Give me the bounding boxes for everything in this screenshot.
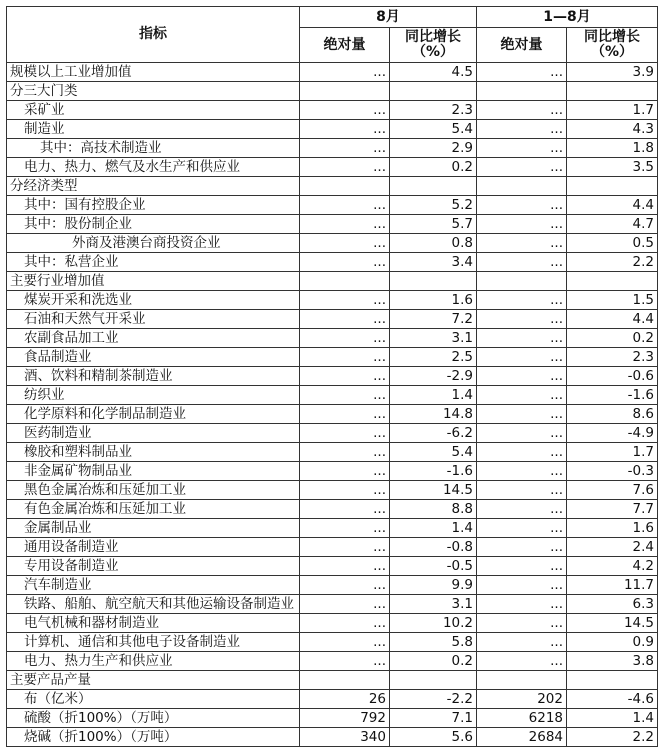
jan-aug-absolute-cell: ... xyxy=(477,196,567,215)
august-absolute-cell: ... xyxy=(300,652,390,671)
jan-aug-absolute-cell: ... xyxy=(477,614,567,633)
indicator-cell: 食品制造业 xyxy=(7,348,300,367)
jan-aug-absolute-cell: ... xyxy=(477,538,567,557)
august-yoy-cell: 1.4 xyxy=(390,519,477,538)
august-absolute-cell: ... xyxy=(300,576,390,595)
august-yoy-cell: 3.1 xyxy=(390,595,477,614)
jan-aug-absolute-cell: ... xyxy=(477,424,567,443)
august-yoy-cell: 14.8 xyxy=(390,405,477,424)
jan-aug-yoy-cell: 0.5 xyxy=(567,234,658,253)
august-yoy-cell: 3.4 xyxy=(390,253,477,272)
indicator-cell: 分三大门类 xyxy=(7,82,300,101)
jan-aug-yoy-cell: 2.3 xyxy=(567,348,658,367)
august-yoy-cell xyxy=(390,671,477,690)
august-yoy-cell: -2.2 xyxy=(390,690,477,709)
table-row xyxy=(7,234,658,253)
indicator-cell: 计算机、通信和其他电子设备制造业 xyxy=(7,633,300,652)
august-absolute-cell: ... xyxy=(300,614,390,633)
indicator-cell: 农副食品加工业 xyxy=(7,329,300,348)
august-absolute-cell: ... xyxy=(300,253,390,272)
table-row xyxy=(7,709,658,728)
jan-aug-yoy-cell: 4.2 xyxy=(567,557,658,576)
jan-aug-absolute-cell: ... xyxy=(477,348,567,367)
table-row xyxy=(7,671,658,690)
indicator-cell: 橡胶和塑料制品业 xyxy=(7,443,300,462)
jan-aug-yoy-cell: 1.8 xyxy=(567,139,658,158)
august-absolute-cell: ... xyxy=(300,519,390,538)
table-row xyxy=(7,614,658,633)
august-yoy-header: 同比增长（%） xyxy=(390,28,477,63)
jan-aug-yoy-cell: 7.6 xyxy=(567,481,658,500)
august-absolute-cell xyxy=(300,177,390,196)
jan-aug-absolute-cell: ... xyxy=(477,633,567,652)
august-yoy-cell: -6.2 xyxy=(390,424,477,443)
august-absolute-cell: ... xyxy=(300,367,390,386)
table-row xyxy=(7,101,658,120)
jan-aug-yoy-cell xyxy=(567,272,658,291)
jan-aug-yoy-cell: 2.2 xyxy=(567,728,658,747)
table-row xyxy=(7,272,658,291)
august-absolute-cell: ... xyxy=(300,196,390,215)
table-row xyxy=(7,557,658,576)
august-absolute-cell: ... xyxy=(300,215,390,234)
jan-aug-yoy-cell: 0.2 xyxy=(567,329,658,348)
august-absolute-cell: ... xyxy=(300,595,390,614)
august-header: 8月 xyxy=(300,7,477,28)
august-absolute-cell: ... xyxy=(300,329,390,348)
jan-aug-absolute-cell: ... xyxy=(477,215,567,234)
august-absolute-cell: ... xyxy=(300,310,390,329)
jan-aug-yoy-cell: 6.3 xyxy=(567,595,658,614)
table-row xyxy=(7,120,658,139)
august-yoy-cell: -2.9 xyxy=(390,367,477,386)
indicator-cell: 有色金属冶炼和压延加工业 xyxy=(7,500,300,519)
jan-aug-absolute-cell: ... xyxy=(477,63,567,82)
table-row xyxy=(7,633,658,652)
jan-aug-yoy-cell: 1.4 xyxy=(567,709,658,728)
jan-aug-yoy-cell: 1.5 xyxy=(567,291,658,310)
jan-aug-absolute-header: 绝对量 xyxy=(477,28,567,63)
indicator-cell: 分经济类型 xyxy=(7,177,300,196)
jan-aug-absolute-cell: ... xyxy=(477,367,567,386)
august-absolute-cell: ... xyxy=(300,63,390,82)
jan-aug-yoy-cell: 1.7 xyxy=(567,443,658,462)
indicator-cell: 铁路、船舶、航空航天和其他运输设备制造业 xyxy=(7,595,300,614)
jan-aug-yoy-cell: 8.6 xyxy=(567,405,658,424)
indicator-header: 指标 xyxy=(7,7,300,63)
jan-aug-yoy-cell: 11.7 xyxy=(567,576,658,595)
indicator-cell: 烧碱（折100%）（万吨） xyxy=(7,728,300,747)
indicator-cell: 主要产品产量 xyxy=(7,671,300,690)
table-row xyxy=(7,519,658,538)
august-absolute-cell: ... xyxy=(300,291,390,310)
table-row xyxy=(7,310,658,329)
jan-aug-header: 1—8月 xyxy=(477,7,658,28)
august-yoy-cell: 2.9 xyxy=(390,139,477,158)
august-absolute-cell xyxy=(300,272,390,291)
august-absolute-cell: 340 xyxy=(300,728,390,747)
august-yoy-cell: 5.7 xyxy=(390,215,477,234)
jan-aug-absolute-cell: ... xyxy=(477,291,567,310)
august-yoy-cell: -0.8 xyxy=(390,538,477,557)
indicator-cell: 其中：股份制企业 xyxy=(7,215,300,234)
jan-aug-absolute-cell: ... xyxy=(477,101,567,120)
indicator-cell: 汽车制造业 xyxy=(7,576,300,595)
indicator-cell: 电气机械和器材制造业 xyxy=(7,614,300,633)
jan-aug-yoy-cell: -1.6 xyxy=(567,386,658,405)
jan-aug-yoy-cell: -0.3 xyxy=(567,462,658,481)
indicator-cell: 黑色金属冶炼和压延加工业 xyxy=(7,481,300,500)
table-row xyxy=(7,291,658,310)
table-row xyxy=(7,576,658,595)
august-yoy-cell: 5.4 xyxy=(390,120,477,139)
august-yoy-cell: -1.6 xyxy=(390,462,477,481)
indicator-cell: 电力、热力、燃气及水生产和供应业 xyxy=(7,158,300,177)
jan-aug-yoy-cell xyxy=(567,671,658,690)
august-yoy-cell: 5.6 xyxy=(390,728,477,747)
august-yoy-cell: 5.8 xyxy=(390,633,477,652)
august-absolute-cell: ... xyxy=(300,348,390,367)
table-row xyxy=(7,500,658,519)
jan-aug-yoy-cell: 7.7 xyxy=(567,500,658,519)
indicator-cell: 纺织业 xyxy=(7,386,300,405)
jan-aug-absolute-cell: ... xyxy=(477,481,567,500)
august-absolute-cell: ... xyxy=(300,405,390,424)
jan-aug-yoy-cell: 4.3 xyxy=(567,120,658,139)
august-absolute-cell: ... xyxy=(300,234,390,253)
jan-aug-yoy-cell: 0.9 xyxy=(567,633,658,652)
table-row xyxy=(7,386,658,405)
august-absolute-cell xyxy=(300,671,390,690)
august-yoy-cell: 4.5 xyxy=(390,63,477,82)
jan-aug-yoy-cell: 3.5 xyxy=(567,158,658,177)
jan-aug-absolute-cell: ... xyxy=(477,443,567,462)
august-yoy-cell: 7.2 xyxy=(390,310,477,329)
august-yoy-cell xyxy=(390,177,477,196)
jan-aug-yoy-header: 同比增长（%） xyxy=(567,28,658,63)
indicator-cell: 布（亿米） xyxy=(7,690,300,709)
table-row xyxy=(7,63,658,82)
table-row xyxy=(7,443,658,462)
august-yoy-cell: 5.4 xyxy=(390,443,477,462)
august-yoy-cell: 8.8 xyxy=(390,500,477,519)
jan-aug-yoy-cell xyxy=(567,82,658,101)
august-yoy-cell xyxy=(390,82,477,101)
jan-aug-absolute-cell xyxy=(477,272,567,291)
indicator-cell: 化学原料和化学制品制造业 xyxy=(7,405,300,424)
jan-aug-absolute-cell: ... xyxy=(477,329,567,348)
table-row xyxy=(7,348,658,367)
table-row xyxy=(7,82,658,101)
indicator-cell: 石油和天然气开采业 xyxy=(7,310,300,329)
table-row xyxy=(7,253,658,272)
indicator-cell: 主要行业增加值 xyxy=(7,272,300,291)
august-absolute-cell: ... xyxy=(300,139,390,158)
table-row xyxy=(7,367,658,386)
jan-aug-absolute-cell: ... xyxy=(477,405,567,424)
table-row xyxy=(7,139,658,158)
jan-aug-absolute-cell: ... xyxy=(477,557,567,576)
jan-aug-yoy-cell: 1.6 xyxy=(567,519,658,538)
august-yoy-cell: -0.5 xyxy=(390,557,477,576)
jan-aug-absolute-cell xyxy=(477,82,567,101)
table-row xyxy=(7,196,658,215)
jan-aug-absolute-cell: ... xyxy=(477,158,567,177)
august-absolute-cell: ... xyxy=(300,424,390,443)
jan-aug-yoy-cell: 2.2 xyxy=(567,253,658,272)
table-row xyxy=(7,728,658,747)
indicator-cell: 采矿业 xyxy=(7,101,300,120)
jan-aug-yoy-cell: 4.4 xyxy=(567,310,658,329)
table-body xyxy=(7,63,658,747)
statistics-table xyxy=(6,6,658,747)
jan-aug-absolute-cell: ... xyxy=(477,595,567,614)
august-absolute-cell: ... xyxy=(300,120,390,139)
indicator-cell: 外商及港澳台商投资企业 xyxy=(7,234,300,253)
august-yoy-cell: 1.4 xyxy=(390,386,477,405)
jan-aug-absolute-cell: ... xyxy=(477,652,567,671)
august-absolute-header: 绝对量 xyxy=(300,28,390,63)
jan-aug-absolute-cell: ... xyxy=(477,500,567,519)
indicator-cell: 硫酸（折100%）（万吨） xyxy=(7,709,300,728)
table-row xyxy=(7,158,658,177)
indicator-cell: 其中：私营企业 xyxy=(7,253,300,272)
table-row xyxy=(7,215,658,234)
jan-aug-yoy-cell: 3.8 xyxy=(567,652,658,671)
august-absolute-cell: ... xyxy=(300,633,390,652)
table-row xyxy=(7,652,658,671)
indicator-cell: 医药制造业 xyxy=(7,424,300,443)
jan-aug-yoy-cell: 14.5 xyxy=(567,614,658,633)
jan-aug-absolute-cell: ... xyxy=(477,310,567,329)
august-absolute-cell: ... xyxy=(300,481,390,500)
august-absolute-cell: ... xyxy=(300,538,390,557)
august-yoy-cell: 14.5 xyxy=(390,481,477,500)
august-absolute-cell: ... xyxy=(300,386,390,405)
august-absolute-cell: ... xyxy=(300,443,390,462)
august-yoy-cell: 5.2 xyxy=(390,196,477,215)
jan-aug-yoy-cell: 3.9 xyxy=(567,63,658,82)
jan-aug-absolute-cell: ... xyxy=(477,576,567,595)
august-yoy-cell: 10.2 xyxy=(390,614,477,633)
indicator-cell: 煤炭开采和洗选业 xyxy=(7,291,300,310)
jan-aug-yoy-cell: 4.7 xyxy=(567,215,658,234)
august-yoy-cell: 3.1 xyxy=(390,329,477,348)
indicator-cell: 专用设备制造业 xyxy=(7,557,300,576)
table-row xyxy=(7,424,658,443)
jan-aug-absolute-cell: 2684 xyxy=(477,728,567,747)
jan-aug-absolute-cell: ... xyxy=(477,386,567,405)
jan-aug-yoy-cell: 4.4 xyxy=(567,196,658,215)
table-row xyxy=(7,405,658,424)
jan-aug-absolute-cell xyxy=(477,671,567,690)
table-header xyxy=(7,7,658,63)
august-yoy-cell: 2.3 xyxy=(390,101,477,120)
header-row-groups xyxy=(7,7,658,28)
august-absolute-cell: ... xyxy=(300,158,390,177)
table-row xyxy=(7,329,658,348)
august-yoy-cell: 0.2 xyxy=(390,652,477,671)
table-row xyxy=(7,462,658,481)
indicator-cell: 金属制品业 xyxy=(7,519,300,538)
august-yoy-cell xyxy=(390,272,477,291)
table-row xyxy=(7,595,658,614)
indicator-cell: 制造业 xyxy=(7,120,300,139)
indicator-cell: 通用设备制造业 xyxy=(7,538,300,557)
jan-aug-absolute-cell: ... xyxy=(477,120,567,139)
august-absolute-cell: 26 xyxy=(300,690,390,709)
indicator-cell: 其中：国有控股企业 xyxy=(7,196,300,215)
jan-aug-absolute-cell: 202 xyxy=(477,690,567,709)
jan-aug-absolute-cell: ... xyxy=(477,234,567,253)
jan-aug-absolute-cell xyxy=(477,177,567,196)
jan-aug-absolute-cell: ... xyxy=(477,519,567,538)
indicator-cell: 其中：高技术制造业 xyxy=(7,139,300,158)
table-row xyxy=(7,177,658,196)
indicator-cell: 规模以上工业增加值 xyxy=(7,63,300,82)
august-yoy-cell: 2.5 xyxy=(390,348,477,367)
august-absolute-cell xyxy=(300,82,390,101)
jan-aug-absolute-cell: ... xyxy=(477,139,567,158)
august-yoy-cell: 7.1 xyxy=(390,709,477,728)
jan-aug-yoy-cell: -4.9 xyxy=(567,424,658,443)
august-yoy-cell: 9.9 xyxy=(390,576,477,595)
august-yoy-cell: 0.8 xyxy=(390,234,477,253)
table-row xyxy=(7,538,658,557)
jan-aug-yoy-cell: -4.6 xyxy=(567,690,658,709)
jan-aug-yoy-cell: 2.4 xyxy=(567,538,658,557)
table-row xyxy=(7,481,658,500)
indicator-cell: 电力、热力生产和供应业 xyxy=(7,652,300,671)
table-row xyxy=(7,690,658,709)
august-yoy-cell: 1.6 xyxy=(390,291,477,310)
august-absolute-cell: ... xyxy=(300,557,390,576)
jan-aug-absolute-cell: 6218 xyxy=(477,709,567,728)
indicator-cell: 酒、饮料和精制茶制造业 xyxy=(7,367,300,386)
jan-aug-yoy-cell xyxy=(567,177,658,196)
jan-aug-yoy-cell: -0.6 xyxy=(567,367,658,386)
august-yoy-cell: 0.2 xyxy=(390,158,477,177)
august-absolute-cell: ... xyxy=(300,500,390,519)
august-absolute-cell: ... xyxy=(300,462,390,481)
jan-aug-absolute-cell: ... xyxy=(477,462,567,481)
jan-aug-yoy-cell: 1.7 xyxy=(567,101,658,120)
jan-aug-absolute-cell: ... xyxy=(477,253,567,272)
august-absolute-cell: 792 xyxy=(300,709,390,728)
indicator-cell: 非金属矿物制品业 xyxy=(7,462,300,481)
august-absolute-cell: ... xyxy=(300,101,390,120)
